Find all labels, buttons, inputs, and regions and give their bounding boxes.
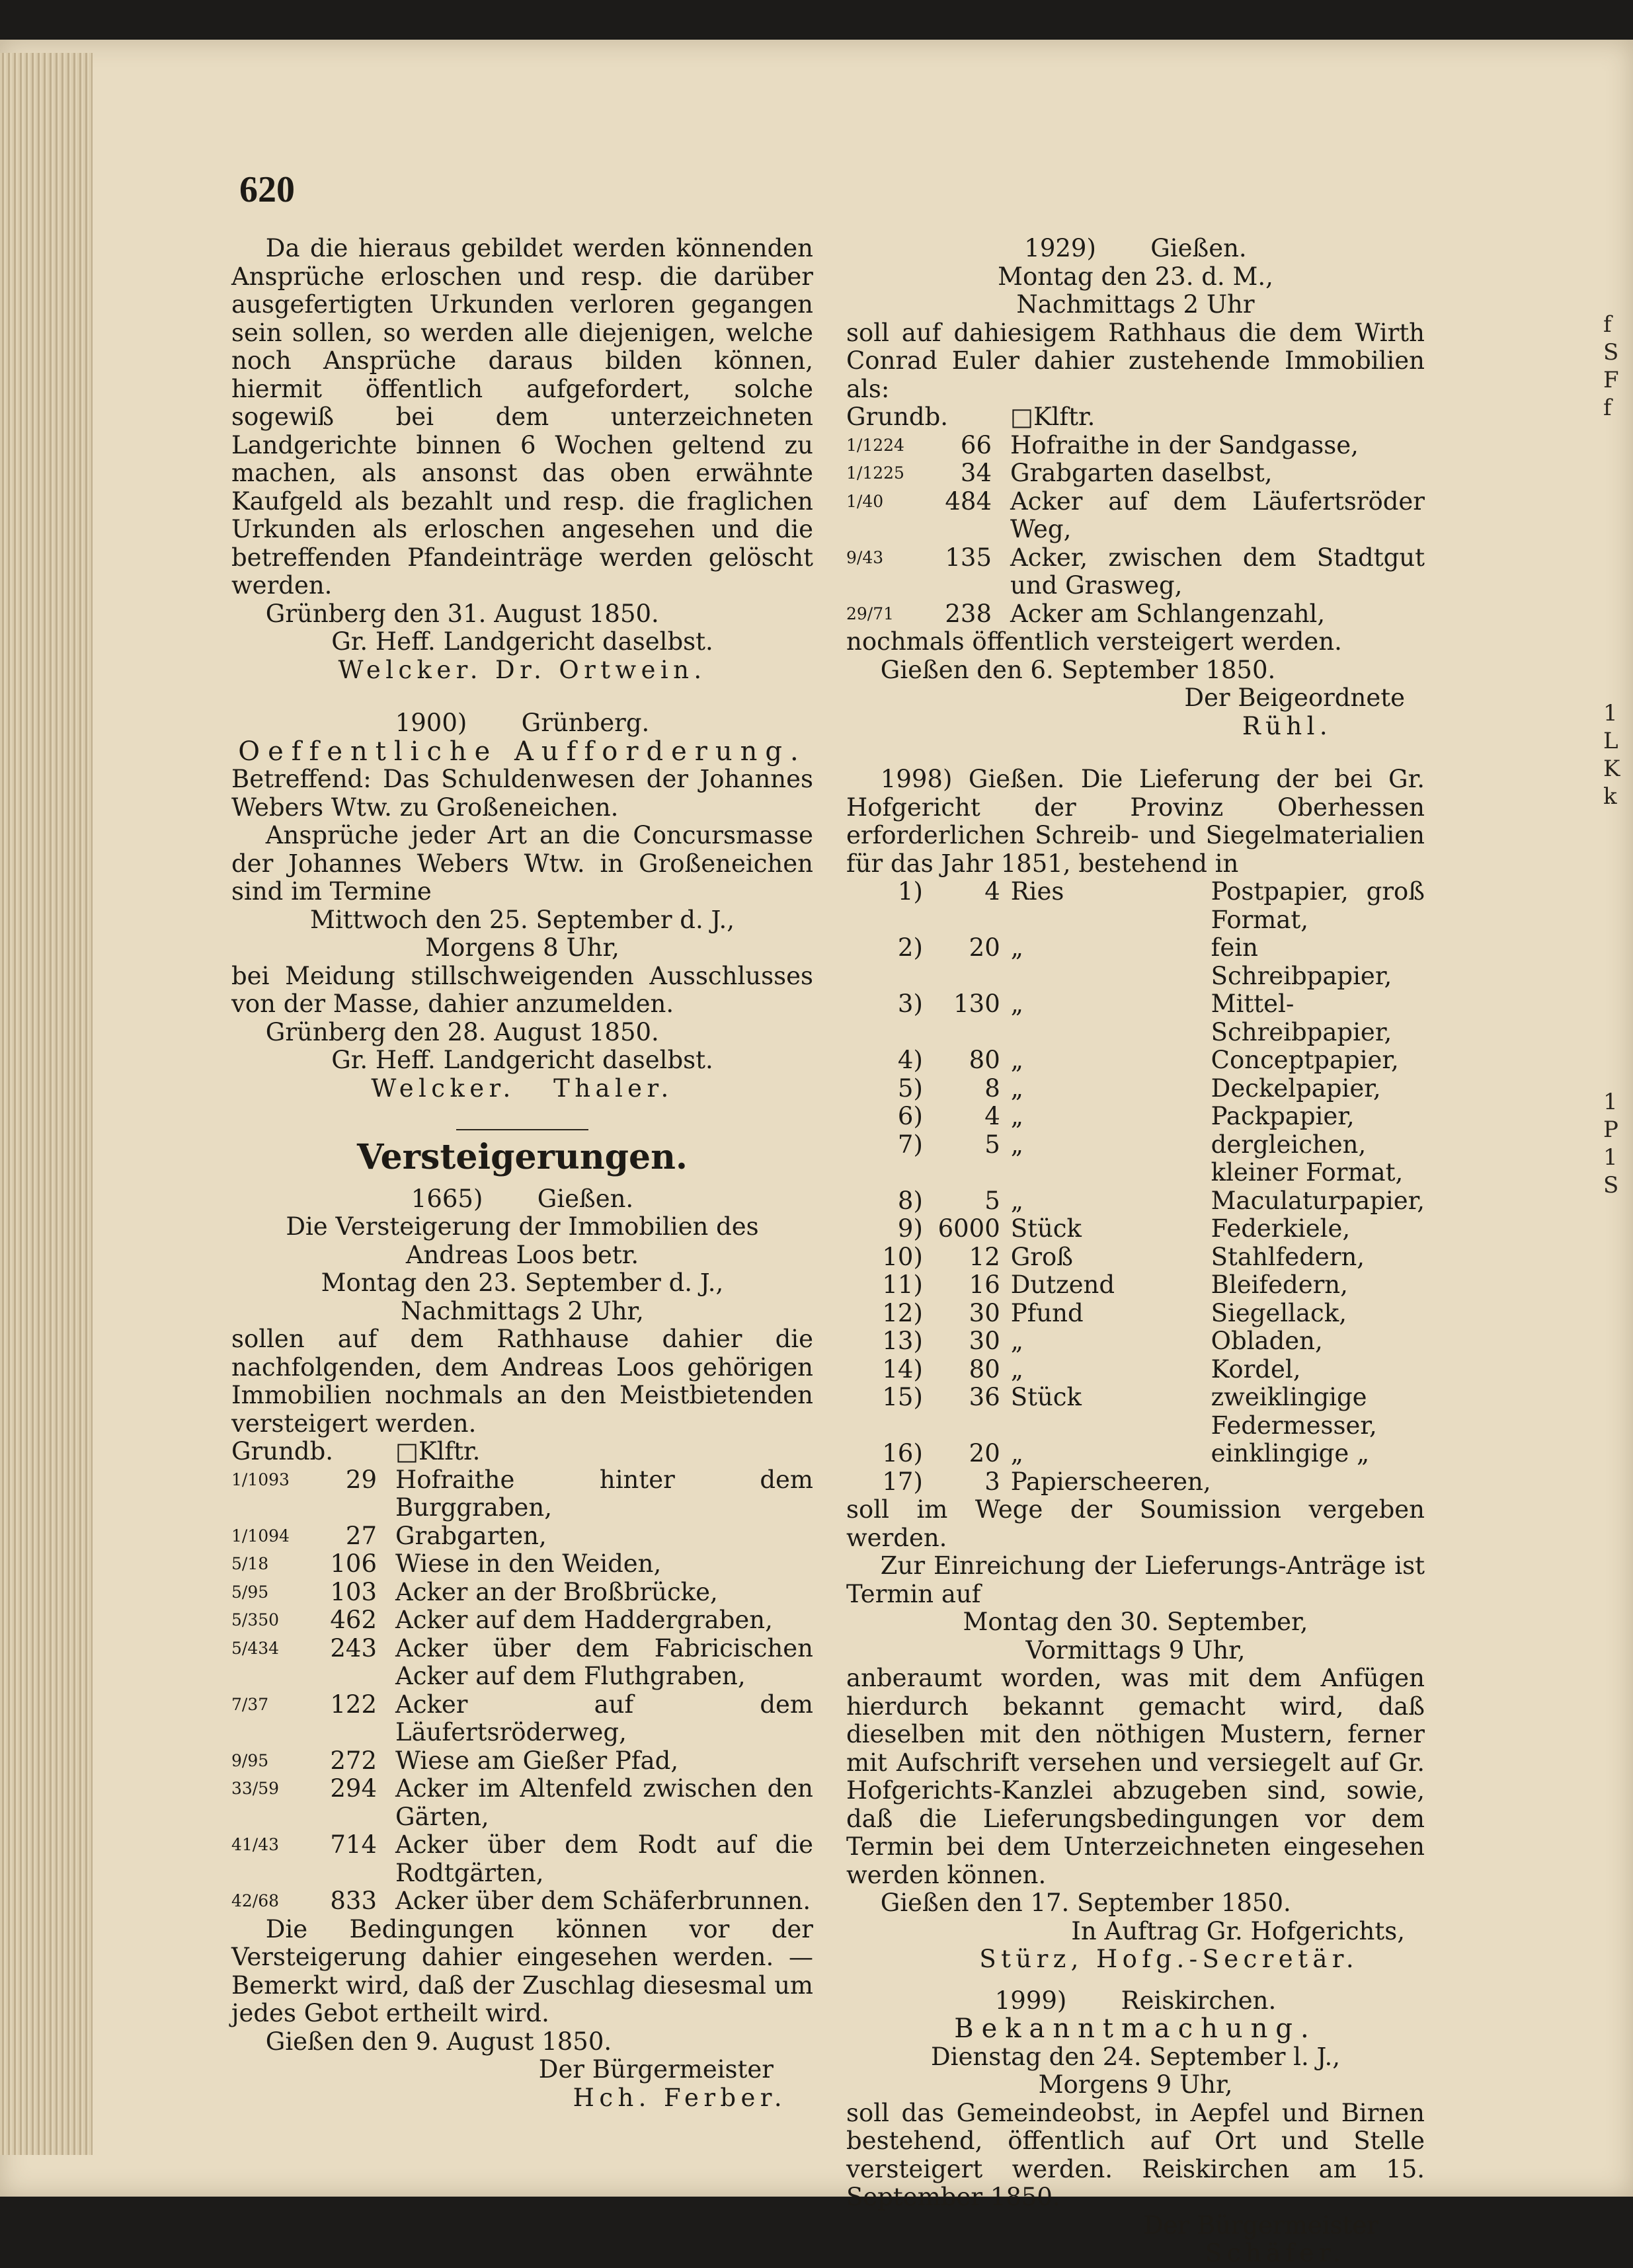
margin-fragment: f: [1603, 311, 1612, 338]
item-number: 15): [882, 1383, 923, 1411]
description: Siegellack,: [1211, 1298, 1347, 1327]
notice-title: Die Versteigerung der Immobilien des Andreas Loos betr.: [286, 1212, 759, 1269]
table-row: [231, 1579, 813, 1607]
quantity: 5: [984, 1186, 1000, 1215]
quantity: 5: [984, 1130, 1000, 1159]
time-line: Vormittags 9 Uhr,: [1025, 1635, 1246, 1664]
description: Acker im Altenfeld zwischen den Gärten,: [395, 1774, 813, 1831]
parcel-number: 1/40: [846, 491, 884, 511]
area-value: 272: [330, 1746, 377, 1775]
description: Hofraithe in der Sandgasse,: [1010, 430, 1359, 459]
table-row: [846, 1440, 1425, 1468]
item-number: 13): [882, 1327, 923, 1355]
area-value: 833: [330, 1887, 377, 1915]
table-row: [846, 544, 1425, 600]
description: Hofraithe hinter dem Burggraben,: [395, 1465, 813, 1522]
item-number: 11): [882, 1271, 923, 1299]
quantity: 30: [969, 1298, 1000, 1327]
margin-fragment: S: [1603, 339, 1619, 366]
description: Stahlfedern,: [1211, 1242, 1365, 1271]
margin-fragment: k: [1603, 783, 1617, 810]
date-line: Mittwoch den 25. September d. J.,: [310, 905, 735, 934]
table-row: [846, 1243, 1425, 1272]
table-row: [846, 1131, 1425, 1187]
section-title: Versteigerungen.: [357, 1137, 688, 1177]
signature: Schäfer.: [1205, 2239, 1345, 2267]
table-row: [231, 1635, 813, 1691]
table-row: [231, 1775, 813, 1831]
date-line: Montag den 30. September,: [963, 1608, 1308, 1636]
description: einklingige „: [1211, 1439, 1370, 1467]
parcel-number: 42/68: [231, 1891, 280, 1910]
item-number: 1): [897, 877, 923, 906]
area-value: 27: [345, 1521, 377, 1550]
unit: „: [1010, 1130, 1023, 1159]
table-row: [231, 1550, 813, 1579]
quantity: 4: [984, 1102, 1000, 1130]
parcel-number: 1/1225: [846, 463, 904, 483]
description: [1211, 1468, 1425, 1497]
column-header: □Klftr.: [1010, 403, 1095, 431]
quantity: 4: [984, 877, 1000, 906]
paragraph: soll auf dahiesigem Rathhaus die dem Wirth Conrad Euler dahier zustehende Immobilien als:: [846, 318, 1425, 403]
unit: Ries: [1010, 877, 1064, 906]
unit: „: [1010, 933, 1023, 962]
description: Acker auf dem Haddergraben,: [395, 1606, 773, 1634]
quantity: 6000: [937, 1214, 1000, 1243]
item-number: 4): [897, 1046, 923, 1074]
item-number: 12): [882, 1298, 923, 1327]
margin-fragment: K: [1603, 756, 1620, 782]
table-row: [231, 1522, 813, 1551]
date-line: Dienstag den 24. September l. J.,: [930, 2042, 1340, 2071]
quantity: 8: [984, 1074, 1000, 1103]
area-value: 243: [330, 1633, 377, 1662]
margin-fragment: 1: [1603, 1089, 1618, 1115]
parcel-number: 1/1093: [231, 1469, 290, 1489]
description: dergleichen, kleiner Format,: [1211, 1130, 1404, 1187]
notice-title: Oeffentliche Aufforderung.: [238, 736, 807, 767]
time-line: Nachmittags 2 Uhr: [1016, 290, 1255, 319]
book-page-edges: [0, 53, 93, 2155]
signature: Welcker. Dr. Ortwein.: [338, 655, 707, 684]
quantity: 80: [969, 1046, 1000, 1074]
margin-fragment: 1: [1603, 1144, 1618, 1171]
paragraph: nochmals öffentlich versteigert werden.: [846, 627, 1342, 656]
paragraph: Die Bedingungen können vor der Versteigerung dahier eingesehen werden. — Bemerkt wird, daß der Zuschlag diesesmal um jedes Gebot ertheilt wird.: [231, 1914, 813, 2027]
description: zweiklingige Federmesser,: [1211, 1383, 1377, 1440]
unit: „: [1010, 1439, 1023, 1467]
margin-fragment: f: [1603, 395, 1612, 421]
item-number: 16): [882, 1439, 923, 1467]
table-row: [846, 1075, 1425, 1103]
notice-number: 1665) Gießen.: [411, 1184, 634, 1213]
parcel-number: 1/1224: [846, 435, 904, 455]
time-line: Morgens 8 Uhr,: [425, 933, 619, 962]
description: Acker über dem Rodt auf die Rodtgärten,: [395, 1830, 813, 1887]
description: Acker, zwischen dem Stadtgut und Grasweg,: [1010, 543, 1425, 600]
quantity: 30: [969, 1327, 1000, 1355]
table-row: [846, 1468, 1425, 1497]
unit: „: [1010, 1074, 1023, 1103]
table-row: [231, 1691, 813, 1747]
parcel-number: 5/350: [231, 1610, 280, 1629]
item-number: 8): [897, 1186, 923, 1215]
quantity: 12: [969, 1242, 1000, 1271]
table-row: [846, 600, 1425, 629]
table-row: [231, 1466, 813, 1522]
description: Kordel,: [1211, 1354, 1301, 1384]
table-row: [846, 878, 1425, 934]
subject-line: Betreffend: Das Schuldenwesen der Johannes Webers Wtw. zu Großeneichen.: [231, 765, 813, 822]
description: Grabgarten,: [395, 1521, 547, 1550]
item-number: 2): [897, 933, 923, 962]
office-line: Der Beigeordnete: [1184, 684, 1405, 712]
description: Acker auf dem Läufertsröder Weg,: [1010, 487, 1425, 543]
area-value: 294: [330, 1774, 377, 1803]
table-row: [231, 1747, 813, 1776]
paragraph: Ansprüche jeder Art an die Concursmasse der Johannes Webers Wtw. in Großeneichen sind im Termine: [231, 821, 813, 906]
quantity: 16: [969, 1271, 1000, 1299]
parcel-number: 9/95: [231, 1750, 269, 1770]
paragraph: 1998) Gießen. Die Lieferung der bei Gr. Hofgericht der Provinz Oberhessen erforderlichen Schreib- und Siegelmaterialien für das Jahr 1851, bestehend in: [846, 765, 1425, 878]
date-line: Montag den 23. September d. J.,: [321, 1269, 724, 1297]
area-value: 462: [330, 1606, 377, 1634]
table-row: [846, 1271, 1425, 1300]
court-line: Gr. Heff. Landgericht daselbst.: [331, 1046, 713, 1074]
column-header: Grundb.: [231, 1437, 334, 1466]
notice-number: 1929) Gießen.: [1024, 234, 1247, 262]
parcel-table: [846, 403, 1425, 628]
unit: „: [1010, 1354, 1023, 1384]
area-value: 135: [945, 543, 992, 572]
description: Maculaturpapier,: [1211, 1186, 1425, 1215]
paragraph: soll das Gemeindeobst, in Aepfel und Birnen bestehend, öffentlich auf Ort und Stelle versteigert werden. Reiskirchen am 15. September 1850.: [846, 2098, 1425, 2211]
table-row: [846, 934, 1425, 990]
unit: Dutzend: [1010, 1271, 1115, 1299]
description: Acker am Schlangenzahl,: [1010, 599, 1326, 628]
area-value: 238: [945, 599, 992, 628]
area-value: 484: [945, 487, 992, 516]
paragraph: Zur Einreichung der Lieferungs-Anträge ist Termin auf: [846, 1551, 1425, 1608]
parcel-number: 1/1094: [231, 1526, 290, 1545]
area-value: 66: [960, 430, 992, 459]
quantity: 80: [969, 1354, 1000, 1384]
item-number: 9): [897, 1214, 923, 1243]
description: Mittel-Schreibpapier,: [1211, 990, 1392, 1046]
description: Acker auf dem Läufertsröderweg,: [395, 1690, 813, 1746]
parcel-number: 29/71: [846, 604, 895, 623]
signature: Hch. Ferber.: [573, 2083, 787, 2112]
parcel-number: 33/59: [231, 1779, 280, 1798]
paragraph: soll im Wege der Soumission vergeben werden.: [846, 1495, 1425, 1552]
table-row: [846, 1384, 1425, 1440]
date-line: Gießen den 6. September 1850.: [880, 655, 1276, 684]
notice-number: 1999) Reiskirchen.: [994, 1986, 1277, 2015]
description: Acker an der Broßbrücke,: [395, 1577, 718, 1606]
description: Acker über dem Fabricischen Acker auf dem Fluthgraben,: [395, 1633, 813, 1690]
quantity: 3: [984, 1467, 1000, 1496]
table-row: [846, 1327, 1425, 1356]
parcel-number: 7/37: [231, 1694, 269, 1714]
unit: Stück: [1010, 1383, 1082, 1411]
supply-table: [846, 878, 1425, 1496]
area-value: 29: [345, 1465, 377, 1494]
column-header: □Klftr.: [395, 1437, 481, 1466]
parcel-number: 5/18: [231, 1554, 269, 1573]
table-row: [846, 488, 1425, 544]
description: Deckelpapier,: [1211, 1074, 1381, 1103]
description: Acker über dem Schäferbrunnen.: [395, 1887, 811, 1915]
unit: „: [1010, 1046, 1023, 1074]
table-header: [231, 1438, 813, 1466]
margin-fragment: P: [1603, 1116, 1618, 1143]
area-value: 103: [330, 1577, 377, 1606]
margin-fragment: F: [1603, 367, 1619, 393]
table-row: [846, 990, 1425, 1046]
area-value: 714: [330, 1830, 377, 1859]
margin-fragment: 1: [1603, 700, 1618, 726]
description: Wiese in den Weiden,: [395, 1549, 662, 1578]
description: Conceptpapier,: [1211, 1046, 1399, 1074]
item-number: 7): [897, 1130, 923, 1159]
office-line: Der Bürgermeister: [1143, 2210, 1378, 2240]
column-header: Grundb.: [846, 403, 949, 431]
table-row: [231, 1831, 813, 1887]
margin-fragments: [1603, 311, 1630, 1199]
area-value: 106: [330, 1549, 377, 1578]
paragraph: sollen auf dem Rathhause dahier die nachfolgenden, dem Andreas Loos gehörigen Immobilien nochmals an den Meistbietenden versteigert werden.: [231, 1325, 813, 1438]
table-row: [846, 1300, 1425, 1328]
quantity: 130: [953, 990, 1000, 1018]
description: Packpapier,: [1211, 1102, 1355, 1130]
unit: „: [1010, 990, 1023, 1018]
signature: Welcker. Thaler.: [371, 1074, 674, 1103]
time-line: Nachmittags 2 Uhr,: [401, 1296, 644, 1325]
paragraph: bei Meidung stillschweigenden Ausschlusses von der Masse, dahier anzumelden.: [231, 961, 813, 1018]
quantity: 36: [969, 1383, 1000, 1411]
date-line: Grünberg den 31. August 1850.: [265, 599, 659, 628]
description: Obladen,: [1211, 1327, 1323, 1355]
table-row: [846, 432, 1425, 460]
table-row: [231, 1887, 813, 1916]
paragraph: Da die hieraus gebildet werden könnenden Ansprüche erloschen und resp. die darüber ausgefertigten Urkunden verloren gegangen sein sollen, so werden alle diejenigen, welche noch Ansprüche daraus bilden können, hiermit öffentlich aufgefordert, solche sogewiß bei dem unterzeichneten Landgerichte binnen 6 Wochen geltend zu machen, als ansonst das oben erwähnte Kaufgeld als bezahlt und resp. die fraglichen Urkunden als erloschen angesehen und die betreffenden Pfandeinträge werden gelöscht werden.: [231, 234, 813, 600]
court-line: Gr. Heff. Landgericht daselbst.: [331, 627, 713, 656]
item-number: 14): [882, 1354, 923, 1384]
table-header: [846, 403, 1425, 432]
margin-fragment: S: [1603, 1172, 1619, 1198]
left-column: [231, 235, 813, 2112]
margin-fragment: L: [1603, 728, 1618, 754]
time-line: Morgens 9 Uhr,: [1038, 2070, 1233, 2099]
table-row: [846, 1103, 1425, 1131]
unit: „: [1010, 1186, 1023, 1215]
date-line: Gießen den 17. September 1850.: [880, 1889, 1291, 1917]
parcel-number: 9/43: [846, 547, 884, 567]
office-line: In Auftrag Gr. Hofgerichts,: [1071, 1916, 1405, 1945]
table-row: [846, 1187, 1425, 1216]
paragraph: anberaumt worden, was mit dem Anfügen hierdurch bekannt gemacht wird, daß dieselben mit den nöthigen Mustern, ferner mit Aufschrift versehen und versiegelt auf Gr. Hofgerichts-Kanzlei abzugeben sind, sowie, daß die Lieferungsbedingungen vor dem Termin bei dem Unterzeichneten eingesehen werden können.: [846, 1664, 1425, 1889]
area-value: 34: [960, 459, 992, 487]
unit: Papierscheeren,: [1010, 1467, 1211, 1496]
area-value: 122: [330, 1690, 377, 1719]
signature: Rühl.: [1242, 711, 1332, 740]
description: Postpapier, groß Format,: [1211, 877, 1425, 934]
page-number: 620: [239, 169, 295, 210]
unit: Pfund: [1010, 1298, 1084, 1327]
signature: Stürz, Hofg.-Secretär.: [979, 1945, 1359, 1973]
item-number: 5): [897, 1074, 923, 1103]
office-line: Der Bürgermeister: [538, 2055, 774, 2084]
description: Bleifedern,: [1211, 1271, 1348, 1299]
notice-number: 1900) Grünberg.: [395, 709, 650, 737]
section-divider: [456, 1129, 588, 1130]
quantity: 20: [969, 1439, 1000, 1467]
item-number: 10): [882, 1242, 923, 1271]
unit: Stück: [1010, 1214, 1082, 1243]
description: Grabgarten daselbst,: [1010, 459, 1273, 487]
item-number: 6): [897, 1102, 923, 1130]
right-column: [846, 235, 1425, 2268]
unit: „: [1010, 1327, 1023, 1355]
table-row: [846, 1046, 1425, 1075]
description: fein Schreibpapier,: [1211, 933, 1392, 990]
parcel-number: 5/434: [231, 1638, 280, 1658]
parcel-number: 5/95: [231, 1582, 269, 1602]
table-row: [231, 1606, 813, 1635]
date-line: Gießen den 9. August 1850.: [265, 2027, 612, 2056]
description: Wiese am Gießer Pfad,: [395, 1746, 679, 1775]
parcel-table: [231, 1438, 813, 1916]
table-row: [846, 459, 1425, 488]
unit: Groß: [1010, 1242, 1073, 1271]
item-number: 17): [882, 1467, 923, 1496]
description: Federkiele,: [1211, 1214, 1351, 1243]
date-line: Montag den 23. d. M.,: [998, 262, 1273, 291]
date-line: Grünberg den 28. August 1850.: [265, 1017, 659, 1046]
parcel-number: 41/43: [231, 1835, 280, 1854]
notice-title: Bekanntmachung.: [954, 2014, 1317, 2044]
quantity: 20: [969, 933, 1000, 962]
table-row: [846, 1215, 1425, 1243]
item-number: 3): [897, 990, 923, 1018]
unit: „: [1010, 1102, 1023, 1130]
table-row: [846, 1356, 1425, 1384]
